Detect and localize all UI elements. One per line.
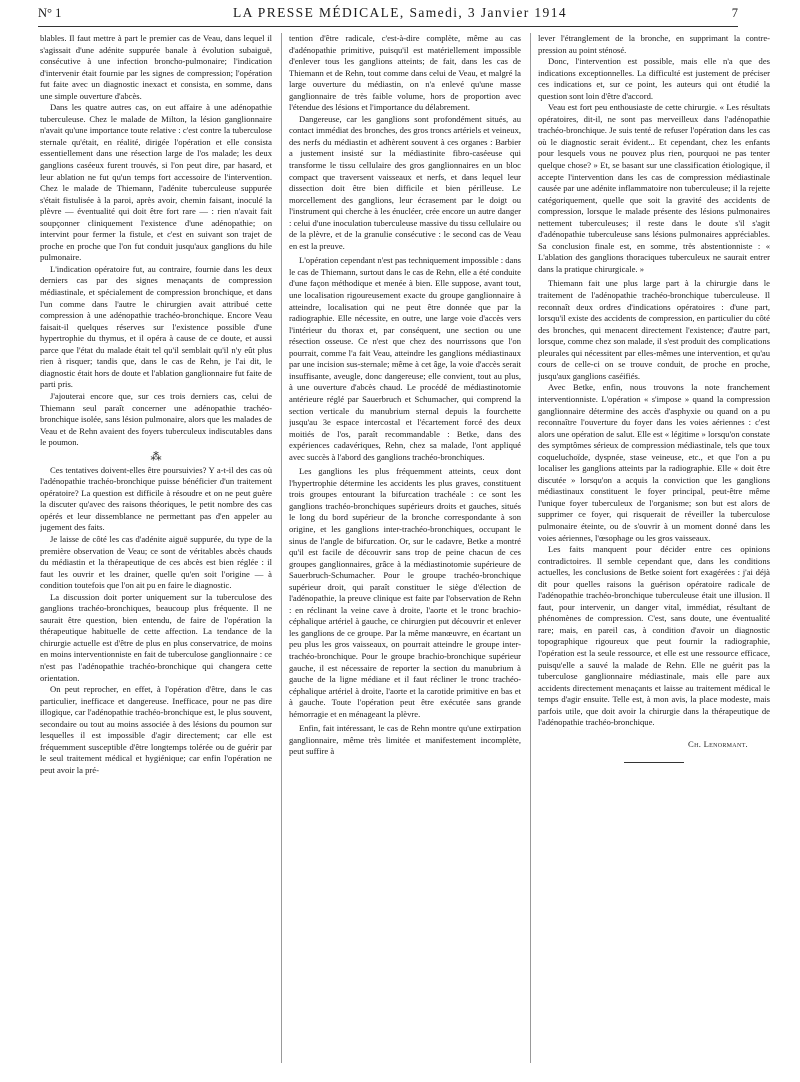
paragraph: Thiemann fait une plus large part à la chirurgie dans le traitement de l'adénopathie trachéo-bronchique tuberculeuse. Il reconnaît deux ordres d'indications opératoires : d'une part, lorsqu'il existe des accidents de compression, en particulier du côté des bronches, qui menacent directement l'existence; d'autre part, lorsque, comme chez son malade, il s'est produit des complications pleurales qui nécessitent par elles-mêmes une intervention, et qu'au cours de celle-ci on se trouve conduit, de proche en proche, jusqu'aux ganglions caséifiés. [538,278,770,381]
paragraph: On peut reprocher, en effet, à l'opération d'être, dans le cas particulier, inefficace et dangereuse. Inefficace, pour ne pas dire illogique, car l'adénopathie trachéo-bronchique est, le plus souvent, secondaire ou tout au moins associée à des lésions du poumon sur lesquelles il est impossible d'agir directement; car elle est fréquemment susceptible d'être longtemps tolérée ou de guérir par le seul traitement médical et hygiénique; car enfin l'opération ne peut avoir la pré- [40,684,272,775]
paragraph: J'ajouterai encore que, sur ces trois derniers cas, celui de Thiemann seul paraît concerner une adénopathie trachéo-bronchique isolée, sans lésion pulmonaire, alors que les malades de Veau et de Rehn avaient des foyers tuberculeux indiscutables dans le poumon. [40,390,272,448]
text-column-3 [538,33,770,1073]
paragraph: Les ganglions les plus fréquemment atteints, ceux dont l'hypertrophie détermine les accidents les plus graves, constituent trois groupes entourant la bifurcation trachéale : ce sont les ganglions trachéo-bronchiques supérieurs droits et gauches, situés le long du bord supérieur de la bronche correspondante à son origine, et les ganglions inter-trachéo-bronchiques, occupant le sinus de l'angle de bifurcation. Or, sur le cadavre, Betke a montré qu'il est facile de découvrir sans trop de peine chacun de ces groupes ganglionnaires, grâce à la médiastinotomie supérieure de Sauerbruch-Schumacher. Pour le groupe trachéo-bronchique supérieur droit, qui paraît constituer le siège d'élection de l'adénopathie, la preuve clinique est faite par l'observation de Rehn : en réclinant la veine cave à droite, l'aorte et le tronc brachio-céphalique artériel à gauche, ce chirurgien put découvrir et enlever les ganglions de ce groupe. Par la même manœuvre, en écartant un peu plus les gros vaisseaux, on pourrait atteindre le groupe inter-trachéo-bronchique. Pour le groupe brachio-bronchique supérieur gauche, il est nécessaire de reporter la section du manubrium à gauche de la ligne médiane et il faut récliner le tronc trachéo-céphalique artériel à droite, l'aorte et la carotide primitive en bas et à gauche. Toute l'opération peut être exécutée sans grande hémorragie et en ménageant la plèvre. [289,466,521,719]
paragraph: lever l'étranglement de la bronche, en supprimant la contre-pression au point sténosé. [538,33,770,55]
text-column-2 [289,33,521,1073]
paragraph: L'indication opératoire fut, au contraire, fournie dans les deux derniers cas par des signes menaçants de compression médiastinale, et spécialement de compression bronchique, et dans l'un comme dans l'autre le chirurgien avait attribué cette compression à une adénopathie trachéo-bronchique. Encore Veau faisait-il quelques réserves sur l'existence possible d'une hypertrophie du thymus, et il opéra à cause de ce doute, et aussi parce que l'état du malade était tel qu'il semblait qu'il n'y eût plus rien à risquer; tandis que, dans le cas de Rehn, je l'ai dit, le diagnostic était hors de doute et l'ablation ganglionnaire fut faite de parti pris. [40,263,272,390]
issue-number: N° 1 [38,6,62,20]
paragraph: Avec Betke, enfin, nous trouvons la note franchement interventionniste. L'opération « s'impose » quand la compression ganglionnaire détermine des accès d'asphyxie ou quand on a pu reconnaître l'ouverture du foyer dans les voies aériennes : c'est alors une opération de salut. Elle est « légitime » lorsqu'on constate des symptômes sérieux de compression médiastinale, tels que toux coqueluchoïde, dyspnée, stase veineuse, etc., et que l'on a pu localiser les ganglions atteints par la radiographie. Elle « doit être discutée » lorsqu'on a acquis la conviction que les ganglions médiastinaux constituent le foyer principal, peut-être même l'unique foyer tuberculeux de l'organisme; son but est alors de supprimer ce foyer, qui risquerait de réveiller la tuberculose pulmonaire éteinte, ou de s'ouvrir à un moment donné dans les voies aériennes, l'œsophage ou les gros vaisseaux. [538,382,770,543]
paragraph: Dans les quatre autres cas, on eut affaire à une adénopathie tuberculeuse. Chez le malade de Milton, la lésion ganglionnaire n'avait qu'une importance toute relative : c'est contre la tuberculose sternale qu'était, en réalité, dirigée l'opération et elle consista essentiellement dans une résection large de l'os malade; les deux ganglions caséeux furent trouvés, si l'on peut dire, par hasard, et leur ablation ne fut qu'un temps fort accessoire de l'intervention. Chez le malade de Thiemann, l'adénite tuberculeuse suppurée s'était fistulisée à la paroi, après avoir, chemin faisant, inoculé la plèvre — éventualité qui doit être fort rare — : rien n'avait fait soupçonner cliniquement l'existence d'une adénopathie; on intervint pour fermer la fistule, et c'est en suivant son trajet de proche en proche que l'on fut conduit jusqu'aux ganglions du hile pulmonaire. [40,102,272,263]
paragraph: Je laisse de côté les cas d'adénite aiguë suppurée, du type de la première observation de Veau; ce sont de véritables abcès chauds du médiastin et la thérapeutique de ces abcès est bien réglée : il faut les ouvrir et les drainer, quelle qu'en soit l'origine — à condition toutefois que l'on ait pu en faire le diagnostic. [40,533,272,591]
page-header [0,0,800,28]
header-rule [38,26,738,27]
end-rule [624,762,684,763]
paragraph: Veau est fort peu enthousiaste de cette chirurgie. « Les résultats opératoires, dit-il, ne sont pas merveilleux dans l'adénopathie trachéo-bronchique. Je suis tenté de refuser l'opération dans les cas où le diagnostic serait évident... Et cependant, chez les enfants pour lesquels vous ne pouvez plus rien, pourquoi ne pas tenter quelque chose? » Et, se basant sur une classification étiologique, il accepte l'intervention dans les cas de compression médiastinale causée par une adénite inflammatoire non tuberculeuse; il la rejette catégoriquement, quelle que soit la gravité des accidents de compression, lorsque le malade présente des lésions pulmonaires nettement tuberculeuses; il reste dans le doute s'il s'agit d'adénopathie tuberculeuse sans lésions pulmonaires appréciables. Sa conclusion finale est, en somme, très abstentionniste : « L'ablation des ganglions thoraciques tuberculeux ne saurait entrer dans la pratique chirurgicale. » [538,102,770,274]
page-number: 7 [731,6,738,20]
paragraph: Les faits manquent pour décider entre ces opinions contradictoires. Il semble cependant que, dans les conditions actuelles, les conclusions de Betke soient fort exagérées : j'ai déjà dit pour quelles raisons la guérison opératoire radicale de l'adénopathie trachéo-bronchique tuberculeuse était une illusion. Il faut, pour intervenir, un danger vital, immédiat, résultant de phénomènes de compression. C'est, sans doute, une éventualité rare; mais, en pareil cas, à condition d'avoir un diagnostic topographique rigoureux que peut fournir la radiographie, l'opération est la seule ressource, et elle est une ressource efficace, puisqu'elle a sauvé la malade de Rehn. Elle ne guérit pas la tuberculose ganglionnaire médiastinale, mais elle pare aux accidents directement menaçants et laisse au traitement médical le temps d'agir ensuite. Telle est, à mon avis, la place modeste, mais parfois utile, que doit avoir la chirurgie dans la thérapeutique de l'adénopathie trachéo-bronchique. [538,544,770,728]
paragraph: Enfin, fait intéressant, le cas de Rehn montre qu'une extirpation ganglionnaire, même très limitée et manifestement incomplète, peut suffire à [289,723,521,757]
paragraph: blables. Il faut mettre à part le premier cas de Veau, dans lequel il s'agissait d'une adénite suppurée banale à évolution subaiguë, consécutive à une infection broncho-pulmonaire; l'indication d'intervenir était fournie par les signes de compression; l'opération fut faite avec un diagnostic inexact et consista, en somme, dans une simple ouverture d'abcès. [40,33,272,101]
text-column-1 [40,33,272,1073]
journal-title: LA PRESSE MÉDICALE, Samedi, 3 Janvier 1914 [232,5,568,20]
column-divider [281,33,282,1063]
paragraph: Donc, l'intervention est possible, mais elle n'a que des indications exceptionnelles. La difficulté est justement de préciser ces indications et, sur ce point, les auteurs qui ont étudié la question sont loin d'être d'accord. [538,56,770,101]
section-separator: ⁂ [150,450,162,463]
paragraph: Dangereuse, car les ganglions sont profondément situés, au contact immédiat des bronches, des gros troncs artériels et veineux, des nerfs du médiastin et adhèrent souvent à ces organes : Barbier a justement insisté sur la médiastinite fibro-caséeuse qui transforme le tissu cellulaire des gros ganglionnaires en un bloc compact que traversent vaisseaux et nerfs, et dans lequel leur dissection doit être bien difficile et bien périlleuse. Le morcellement des ganglions, leur écrasement par le doigt ou l'instrument qui cherche à les énucléer, crée encore un autre danger : celui d'une inoculation tuberculeuse massive du tissu cellulaire ou de la plèvre, et de la granulie consécutive : le second cas de Veau en est la preuve. [289,113,521,251]
paragraph: L'opération cependant n'est pas techniquement impossible : dans le cas de Thiemann, surtout dans le cas de Rehn, elle a été conduite d'une façon méthodique et menée à bien. Elle suppose, avant tout, une localisation rigoureusement exacte du groupe ganglionnaire à atteindre, localisation qui ne peut être donnée que par la radiographie. Elle nécessite, en outre, une large voie d'accès vers l'intérieur du thorax et, par conséquent, une section ou une résection osseuse. Ce n'est que chez des nourrissons que l'on pourrait, comme l'a fait Veau, atteindre les ganglions médiastinaux par une incision sus-sternale; même à cet âge, la voie d'accès serait insuffisante, aveugle, donc dangereuse; elle convient, tout au plus, à une ouverture d'abcès chaud. Le procédé de médiastinotomie antérieure réglé par Sauerbruch et Schumacher, qui comprend la section verticale du manubrium sternal depuis la fourchette jusqu'au 3e espace intercostal et l'écartement forcé des deux moitiés de l'os, paraît recommandable : Betke, dans des expériences cadavériques, Rehn, chez sa malade, l'ont appliqué avec succès à l'abord des ganglions trachéo-bronchiques. [289,255,521,462]
column-divider [530,33,531,1063]
author-signature: Ch. Lenormant. [688,738,748,749]
paragraph: Ces tentatives doivent-elles être poursuivies? Y a-t-il des cas où l'adénopathie trachéo-bronchique puisse bénéficier d'un traitement opératoire? La question est difficile à résoudre et on ne peut guère la discuter qu'avec des raisons théoriques, le petit nombre des cas opérés et leur dissemblance ne permettant pas d'en appeler au jugement des faits. [40,464,272,533]
paragraph: tention d'être radicale, c'est-à-dire complète, même au cas d'adénopathie primitive, puisqu'il est matériellement impossible d'enlever tous les ganglions atteints; de fait, dans les cas de Thiemann et de Rehn, tout comme dans celui de Veau, et malgré la large ouverture du médiastin, on n'a enlevé qu'une masse ganglionnaire de très faible volume, hors de proportion avec l'étendue des lésions et l'importance du délabrement. [289,33,521,113]
paragraph: La discussion doit porter uniquement sur la tuberculose des ganglions trachéo-bronchiques, beaucoup plus fréquente. Il ne saurait être question, bien entendu, de faire de l'opération la thérapeutique habituelle de cette affection. La tendance de la chirurgie actuelle est d'être de plus en plus conservatrice, de moins en moins interventionniste en fait de tuberculose ganglionnaire : ce n'est pas l'adénopathie trachéo-bronchique qui changera cette orientation. [40,591,272,683]
